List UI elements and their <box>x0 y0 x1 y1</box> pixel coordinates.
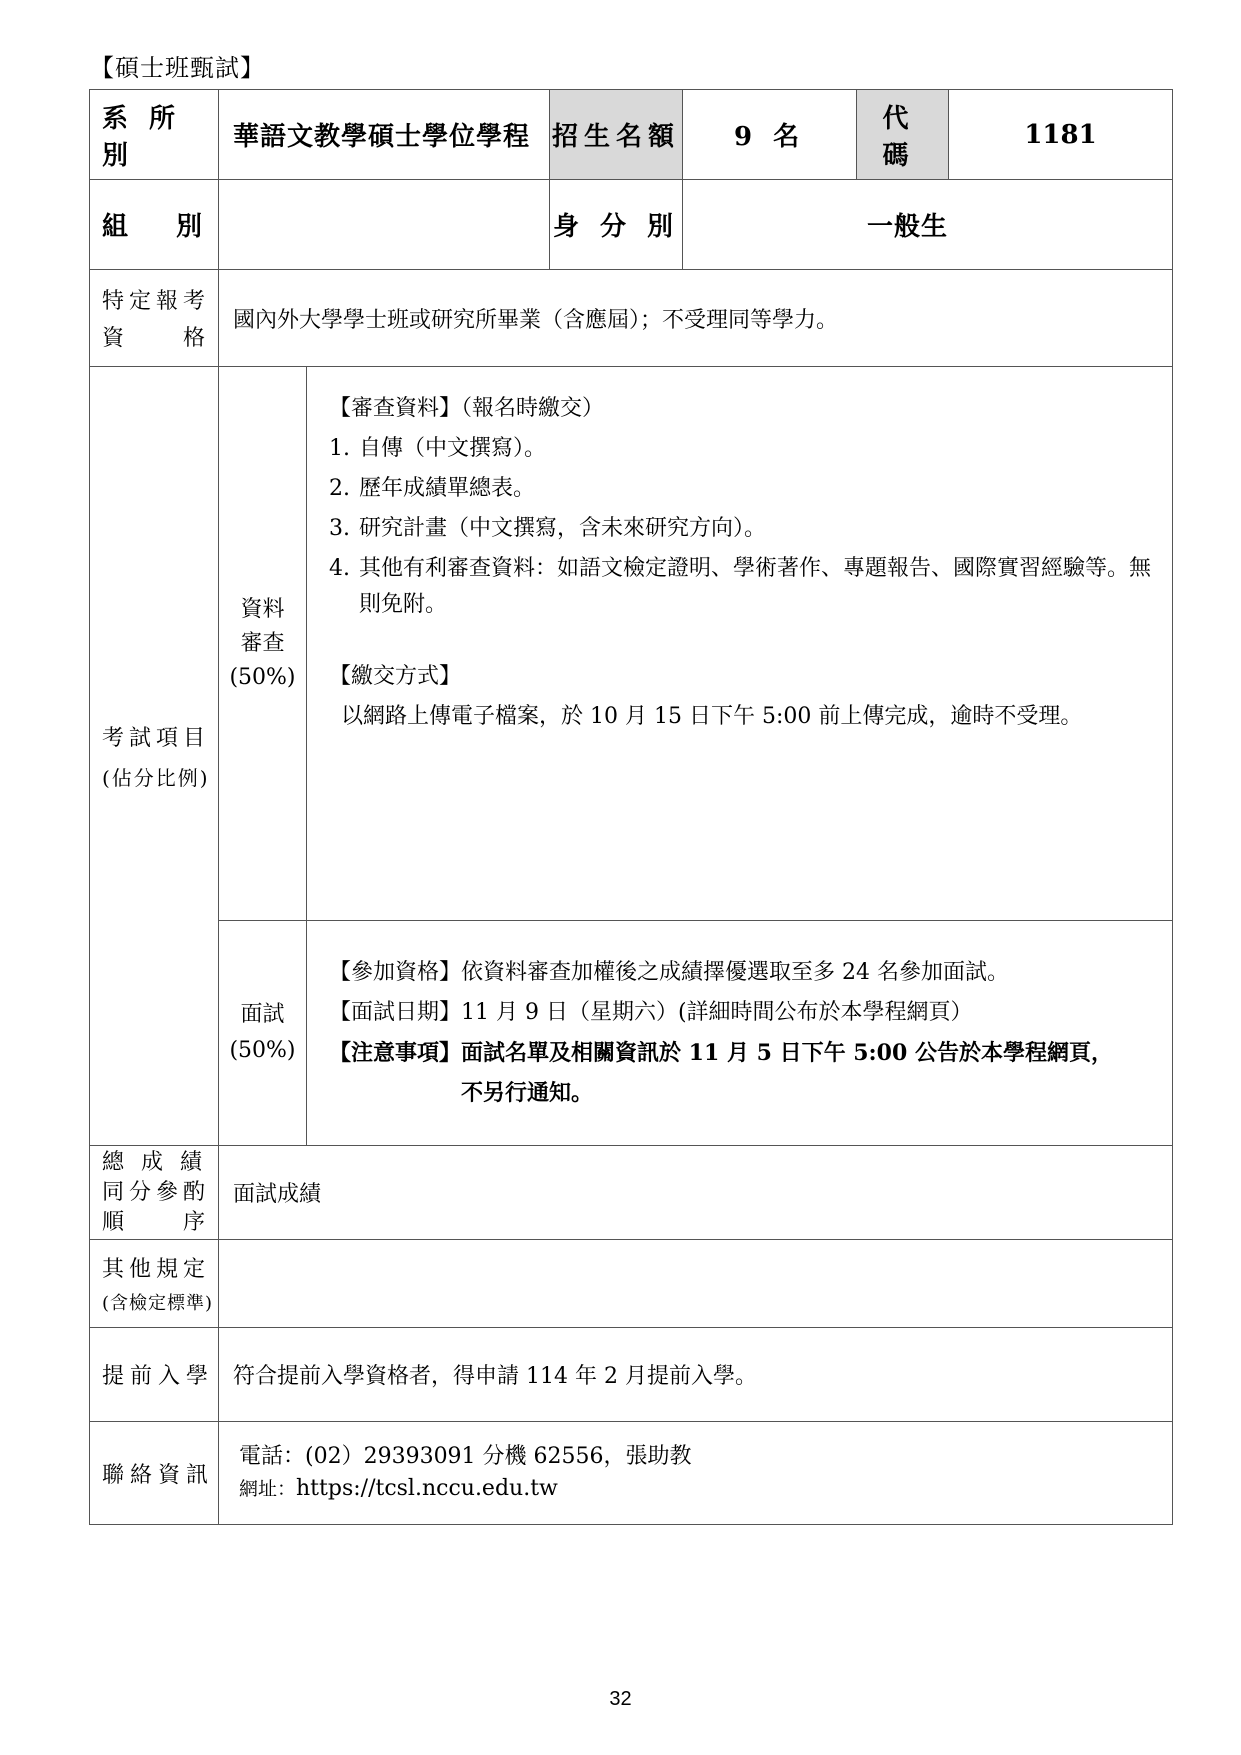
interview-date: 【面試日期】11 月 9 日（星期六）(詳細時間公布於本學程網頁） <box>329 1000 973 1025</box>
early-admission-row <box>90 1328 1173 1422</box>
group-label: 組 別 <box>90 180 219 270</box>
review-item: 4. 其他有利審查資料：如語文檢定證明、學術著作、專題報告、國際實習經驗等。無則免附。 <box>329 556 1152 617</box>
page-number: 32 <box>609 1688 632 1710</box>
early-admission-value: 符合提前入學資格者，得申請 114 年 2 月提前入學。 <box>219 1328 1173 1422</box>
group-value <box>219 180 550 270</box>
identity-label: 身 分 別 <box>550 180 683 270</box>
other-rules-label: 其他規定 (含檢定標準) <box>90 1240 219 1328</box>
review-item: 1. 自傳（中文撰寫）。 <box>329 436 547 461</box>
code-value: 1181 <box>949 90 1173 180</box>
interview-notice-cont: 不另行通知。 <box>461 1080 594 1106</box>
submit-text: 以網路上傳電子檔案，於 10 月 15 日下午 5:00 前上傳完成，逾時不受理。 <box>341 704 1083 729</box>
review-item: 2. 歷年成績單總表。 <box>329 476 536 501</box>
quota-value: 9 名 <box>683 90 857 180</box>
interview-content <box>307 921 1173 1146</box>
tie-break-row <box>90 1146 1173 1240</box>
group-row <box>90 180 1173 270</box>
early-admission-label: 提前入學 <box>90 1328 219 1422</box>
interview-notice: 【注意事項】面試名單及相關資訊於 11 月 5 日下午 5:00 公告於本學程網頁， <box>329 1040 1113 1066</box>
admission-table <box>89 89 1173 1525</box>
contact-label: 聯絡資訊 <box>90 1422 219 1525</box>
review-row <box>90 367 1173 921</box>
tie-break-label: 總 成 績 同分參酌 順 序 <box>90 1146 219 1240</box>
identity-value: 一般生 <box>683 180 1173 270</box>
section-title: 【碩士班甄試】 <box>90 54 265 82</box>
exam-items-label: 考試項目 (佔分比例) <box>90 367 219 1146</box>
contact-url-link[interactable]: https://tcsl.nccu.edu.tw <box>296 1476 558 1501</box>
contact-phone: 電話：(02）29393091 分機 62556，張助教 <box>239 1444 692 1469</box>
contact-url-line: 網址：https://tcsl.nccu.edu.tw <box>239 1476 558 1501</box>
review-item: 3. 研究計畫（中文撰寫，含未來研究方向）。 <box>329 516 767 541</box>
eligibility-value: 國內外大學學士班或研究所畢業（含應屆）；不受理同等學力。 <box>219 270 1173 367</box>
review-label: 資料 審查 (50%) <box>219 367 307 921</box>
contact-row <box>90 1422 1173 1525</box>
dept-row <box>90 90 1173 180</box>
submit-heading: 【繳交方式】 <box>329 664 462 689</box>
interview-row <box>90 921 1173 1146</box>
review-heading: 【審查資料】（報名時繳交） <box>329 396 605 421</box>
dept-label: 系 所 別 <box>90 90 219 180</box>
dept-value: 華語文教學碩士學位學程 <box>219 90 550 180</box>
quota-label: 招生名額 <box>550 90 683 180</box>
review-content <box>307 367 1173 921</box>
other-rules-row <box>90 1240 1173 1328</box>
interview-eligibility: 【參加資格】依資料審查加權後之成績擇優選取至多 24 名參加面試。 <box>329 960 1009 985</box>
code-label: 代 碼 <box>857 90 949 180</box>
eligibility-label: 特定報考 資 格 <box>90 270 219 367</box>
other-rules-value <box>219 1240 1173 1328</box>
tie-break-value: 面試成績 <box>219 1146 1173 1240</box>
interview-label: 面試 (50%) <box>219 921 307 1146</box>
contact-value <box>219 1422 1173 1525</box>
eligibility-row <box>90 270 1173 367</box>
